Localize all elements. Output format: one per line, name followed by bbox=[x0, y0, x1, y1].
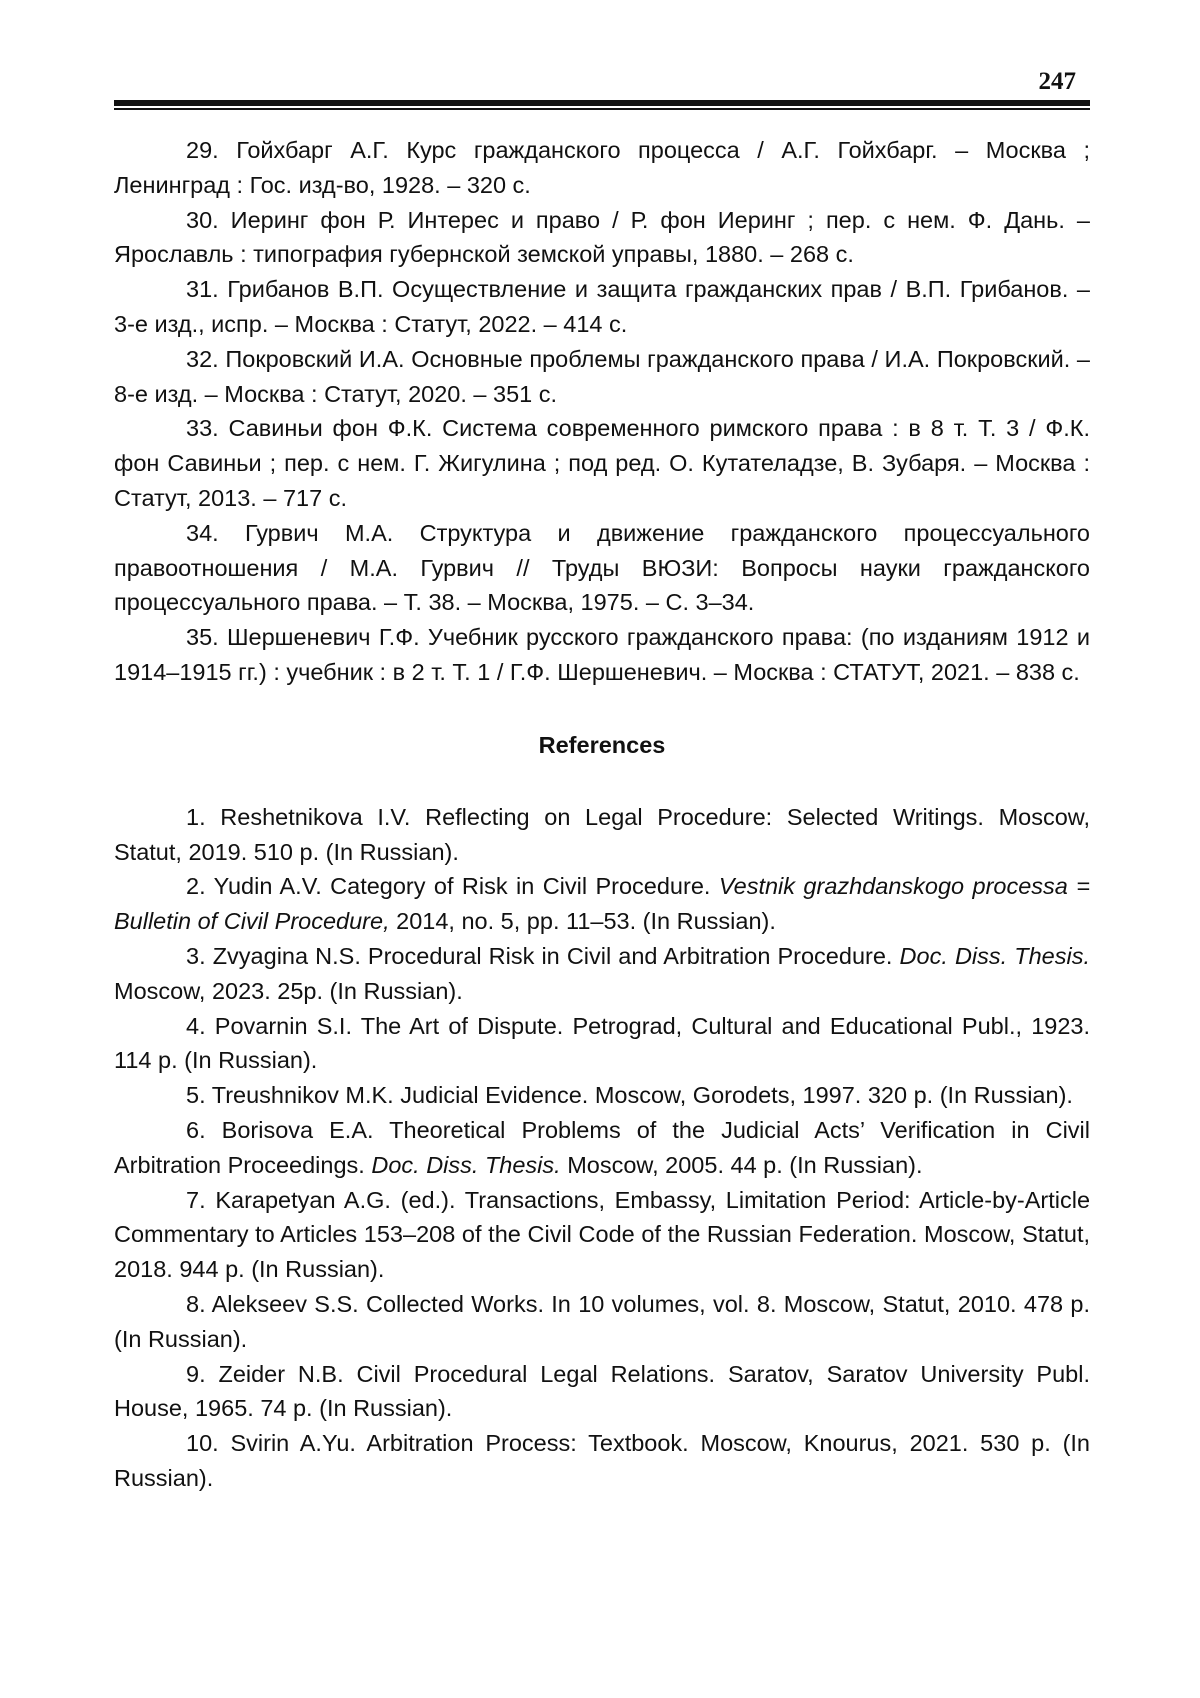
page-content bbox=[114, 133, 1090, 1496]
entry-text: Грибанов В.П. Осуществление и защита гражданских прав / В.П. Грибанов. – 3-е изд., испр. – Москва : Статут, 2022. – 414 с. bbox=[114, 276, 1090, 337]
reference-entry bbox=[114, 800, 1090, 870]
entry-number: 10. bbox=[186, 1430, 219, 1457]
entry-italic: Doc. Diss. Thesis. bbox=[371, 1151, 561, 1178]
entry-number: 5. bbox=[186, 1082, 206, 1109]
entry-text: Савиньи фон Ф.К. Система современного римского права : в 8 т. Т. 3 / Ф.К. фон Савиньи ; пер. с нем. Г. Жигулина ; под ред. О. Кутателадзе, В. Зубаря. – Москва : Статут, 2013. – 717 с. bbox=[114, 415, 1090, 511]
entry-italic: Doc. Diss. Thesis. bbox=[899, 942, 1090, 969]
entry-text: Zeider N.B. Civil Procedural Legal Relations. Saratov, Saratov University Publ. House, 1965. 74 p. (In Russian). bbox=[114, 1360, 1090, 1422]
bibliography-entry bbox=[114, 342, 1090, 412]
reference-entry bbox=[114, 1078, 1090, 1113]
entry-text: Povarnin S.I. The Art of Dispute. Petrograd, Cultural and Educational Publ., 1923. 114 p. (In Russian). bbox=[114, 1012, 1090, 1074]
references-heading: References bbox=[538, 731, 666, 758]
header-rule-thick bbox=[114, 100, 1090, 106]
entry-number: 6. bbox=[186, 1116, 206, 1143]
bibliography-entry bbox=[114, 411, 1090, 515]
entry-number: 4. bbox=[186, 1012, 206, 1039]
entry-text: Zvyagina N.S. Procedural Risk in Civil and Arbitration Procedure. bbox=[212, 942, 900, 969]
references-list bbox=[114, 800, 1090, 1496]
entry-number: 9. bbox=[186, 1360, 206, 1387]
entry-text-tail: 2014, no. 5, pp. 11–53. (In Russian). bbox=[389, 908, 776, 935]
entry-number: 8. bbox=[186, 1290, 206, 1317]
entry-number: 30. bbox=[186, 206, 219, 233]
bibliography-entry bbox=[114, 133, 1090, 203]
reference-entry bbox=[114, 869, 1090, 939]
entry-number: 33. bbox=[186, 415, 219, 442]
entry-text: Гойхбарг А.Г. Курс гражданского процесса / А.Г. Гойхбарг. – Москва ; Ленинград : Гос. изд-во, 1928. – 320 с. bbox=[114, 137, 1090, 198]
reference-entry bbox=[114, 1183, 1090, 1287]
entry-number: 31. bbox=[186, 276, 219, 303]
bibliography-entry bbox=[114, 203, 1090, 273]
reference-entry bbox=[114, 1426, 1090, 1496]
entry-text: Yudin A.V. Category of Risk in Civil Procedure. bbox=[213, 873, 719, 900]
entry-number: 2. bbox=[186, 873, 206, 900]
entry-text: Alekseev S.S. Collected Works. In 10 volumes, vol. 8. Moscow, Statut, 2010. 478 p. (In Russian). bbox=[114, 1290, 1090, 1352]
entry-text: Шершеневич Г.Ф. Учебник русского гражданского права: (по изданиям 1912 и 1914–1915 гг.) : учебник : в 2 т. Т. 1 / Г.Ф. Шершеневич. – Москва : СТАТУТ, 2021. – 838 с. bbox=[114, 624, 1091, 685]
entry-text: Reshetnikova I.V. Reflecting on Legal Procedure: Selected Writings. Moscow, Statut, 2019. 510 p. (In Russian). bbox=[114, 803, 1090, 865]
page-number: 247 bbox=[1038, 68, 1076, 95]
header-rule-thin bbox=[114, 108, 1090, 110]
entry-text: Treushnikov M.K. Judicial Evidence. Moscow, Gorodets, 1997. 320 p. (In Russian). bbox=[211, 1082, 1073, 1109]
entry-italic: Vestnik grazhdanskogo processa = Bulletin of Civil Procedure, bbox=[114, 873, 1090, 935]
entry-number: 34. bbox=[186, 519, 219, 546]
entry-text: Svirin A.Yu. Arbitration Process: Textbook. Moscow, Knourus, 2021. 530 p. (In Russian). bbox=[114, 1430, 1091, 1491]
entry-number: 1. bbox=[186, 803, 206, 830]
entry-number: 29. bbox=[186, 137, 219, 163]
entry-number: 3. bbox=[186, 942, 206, 969]
entry-text: Гурвич М.А. Структура и движение гражданского процессуального правоотношения / М.А. Гурвич // Труды ВЮЗИ: Вопросы науки гражданского процессуального права. – Т. 38. – Москва, 1975. – С. 3–34. bbox=[114, 519, 1090, 616]
reference-entry bbox=[114, 1113, 1090, 1183]
reference-entry bbox=[114, 1287, 1090, 1357]
page-header bbox=[114, 68, 1090, 110]
bibliography-entry bbox=[114, 620, 1090, 690]
entry-text: Иеринг фон Р. Интерес и право / Р. фон Иеринг ; пер. с нем. Ф. Дань. – Ярославль : типография губернской земской управы, 1880. – 268 с. bbox=[114, 206, 1090, 268]
entry-text: Borisova E.A. Theoretical Problems of the Judicial Acts’ Verification in Civil Arbitration Proceedings. bbox=[114, 1116, 1090, 1178]
reference-entry bbox=[114, 939, 1090, 1009]
entry-number: 7. bbox=[186, 1186, 206, 1213]
bibliography-entry bbox=[114, 272, 1090, 342]
entry-text-tail: Moscow, 2023. 25p. (In Russian). bbox=[114, 977, 463, 1004]
entry-text: Karapetyan A.G. (ed.). Transactions, Embassy, Limitation Period: Article-by-Article Commentary to Articles 153–208 of the Civil Code of the Russian Federation. Moscow, Statut, 2018. 944 p. (In Russian). bbox=[114, 1186, 1091, 1283]
bibliography-list bbox=[114, 133, 1090, 690]
reference-entry bbox=[114, 1357, 1090, 1427]
bibliography-entry bbox=[114, 516, 1090, 620]
entry-number: 32. bbox=[186, 345, 219, 372]
entry-text-tail: Moscow, 2005. 44 p. (In Russian). bbox=[560, 1151, 923, 1178]
entry-text: Покровский И.А. Основные проблемы гражданского права / И.А. Покровский. – 8-е изд. – Москва : Статут, 2020. – 351 с. bbox=[114, 345, 1091, 407]
entry-number: 35. bbox=[186, 624, 219, 651]
reference-entry bbox=[114, 1009, 1090, 1079]
